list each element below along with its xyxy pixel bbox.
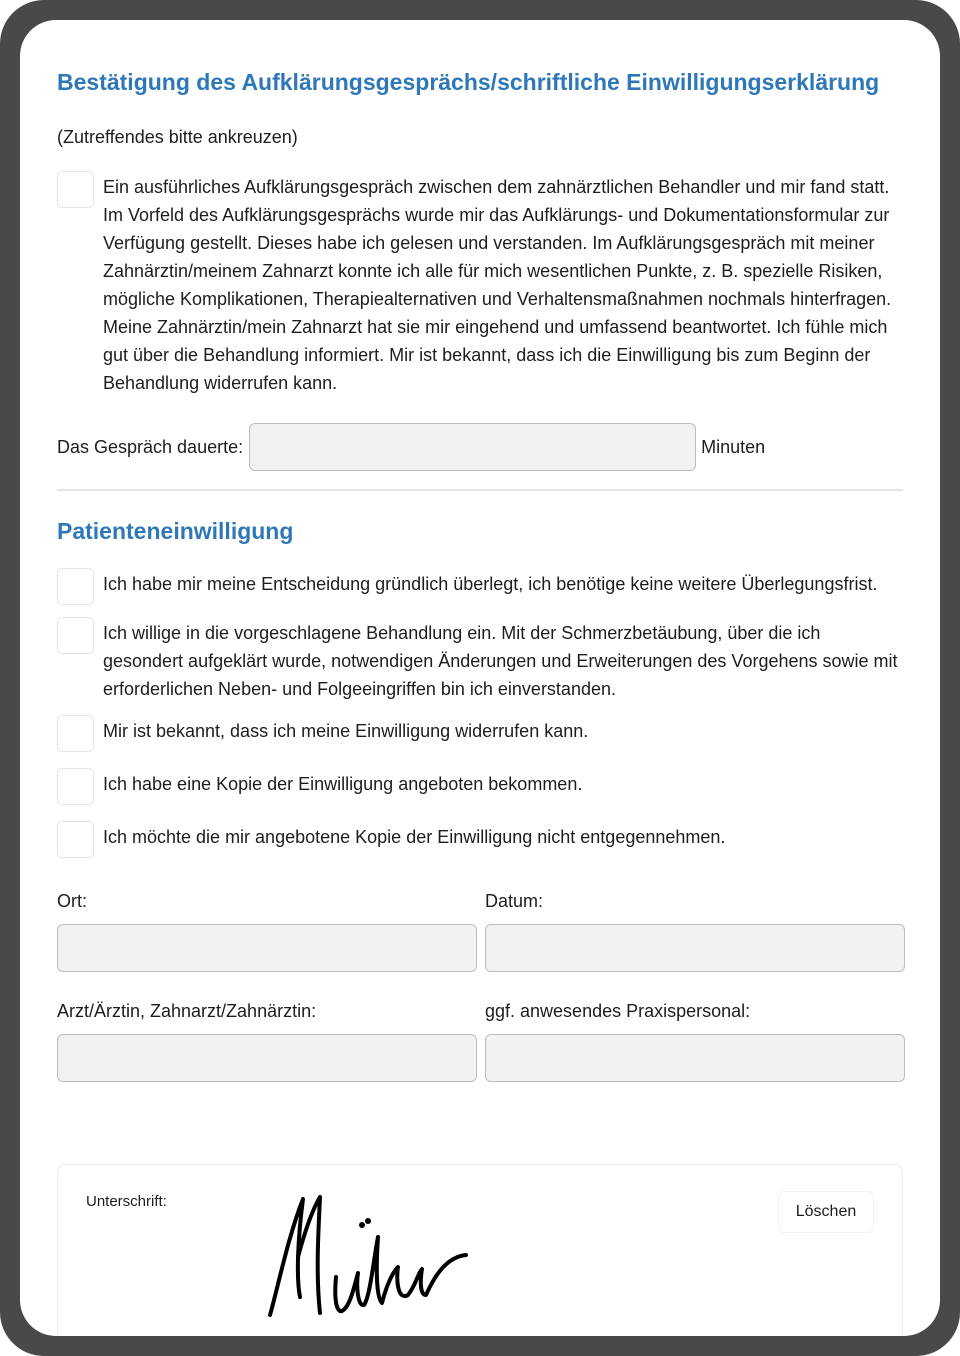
- doctor-label: Arzt/Ärztin, Zahnarzt/Zahnärztin:: [57, 1001, 317, 1021]
- consent-item: [57, 570, 903, 605]
- duration-label: Das Gespräch dauerte:: [57, 436, 244, 457]
- duration-unit: Minuten: [701, 436, 766, 457]
- consent-text: Ich habe eine Kopie der Einwilligung angeboten bekommen.: [103, 774, 583, 794]
- signature-drawing: [258, 1177, 518, 1317]
- date-input[interactable]: [485, 924, 905, 972]
- consent-text: Mir ist bekannt, dass ich meine Einwilligung widerrufen kann.: [103, 721, 589, 741]
- consent-checkbox[interactable]: [57, 821, 94, 858]
- duration-row: [57, 423, 903, 471]
- form: [57, 66, 903, 1082]
- confirmation-checkbox[interactable]: [57, 171, 94, 208]
- place-label: Ort:: [57, 891, 87, 911]
- clear-signature-button[interactable]: Löschen: [778, 1191, 874, 1233]
- consent-text: Ich habe mir meine Entscheidung gründlich überlegt, ich benötige keine weitere Überlegungsfrist.: [103, 574, 878, 594]
- staff-input[interactable]: [485, 1034, 905, 1082]
- staff-label: ggf. anwesendes Praxispersonal:: [485, 1001, 751, 1021]
- consent-checkbox[interactable]: [57, 568, 94, 605]
- consent-item: [57, 619, 903, 703]
- signature-label: Unterschrift:: [86, 1193, 167, 1210]
- consent-item: [57, 717, 903, 752]
- place-input[interactable]: [57, 924, 477, 972]
- consent-heading: Patienteneinwilligung: [57, 518, 294, 544]
- page-title: Bestätigung des Aufklärungsgesprächs/schriftliche Einwilligungserklärung: [57, 69, 880, 95]
- confirmation-row: [57, 173, 903, 397]
- duration-input[interactable]: [249, 423, 696, 471]
- consent-item: [57, 770, 903, 805]
- fields-grid: [57, 888, 903, 1082]
- consent-text: Ich möchte die mir angebotene Kopie der Einwilligung nicht entgegennehmen.: [103, 827, 726, 847]
- instruction-text: (Zutreffendes bitte ankreuzen): [57, 127, 298, 147]
- signature-pad[interactable]: [57, 1164, 903, 1336]
- consent-text: Ich willige in die vorgeschlagene Behandlung ein. Mit der Schmerzbetäubung, über die ich gesondert aufgeklärt wurde, notwendigen Änderungen und Erweiterungen des Vorgehens sowie mit erforderlichen Neben- und Folgeeingriffen bin ich einverstanden.: [103, 623, 898, 699]
- date-label: Datum:: [485, 891, 544, 911]
- divider: [57, 489, 903, 491]
- consent-checkbox[interactable]: [57, 617, 94, 654]
- screen: [20, 20, 940, 1336]
- consent-checkbox[interactable]: [57, 768, 94, 805]
- consent-item: [57, 823, 903, 858]
- consent-checkbox[interactable]: [57, 715, 94, 752]
- confirmation-text: Ein ausführliches Aufklärungsgespräch zwischen dem zahnärztlichen Behandler und mir fand statt. Im Vorfeld des Aufklärungsgesprächs wurde mir das Aufklärungs- und Dokumentationsformular zur Verfügung gestellt. Dieses habe ich gelesen und verstanden. Im Aufklärungsgespräch mit meiner Zahnärztin/meinem Zahnarzt konnte ich alle für mich wesentlichen Punkte, z. B. spezielle Risiken, mögliche Komplikationen, Therapiealternativen und Verhaltensmaßnahmen nochmals hinterfragen. Meine Zahnärztin/mein Zahnarzt hat sie mir eingehend und umfassend beantwortet. Ich fühle mich gut über die Behandlung informiert. Mir ist bekannt, dass ich die Einwilligung bis zum Beginn der Behandlung widerrufen kann.: [103, 177, 892, 393]
- doctor-input[interactable]: [57, 1034, 477, 1082]
